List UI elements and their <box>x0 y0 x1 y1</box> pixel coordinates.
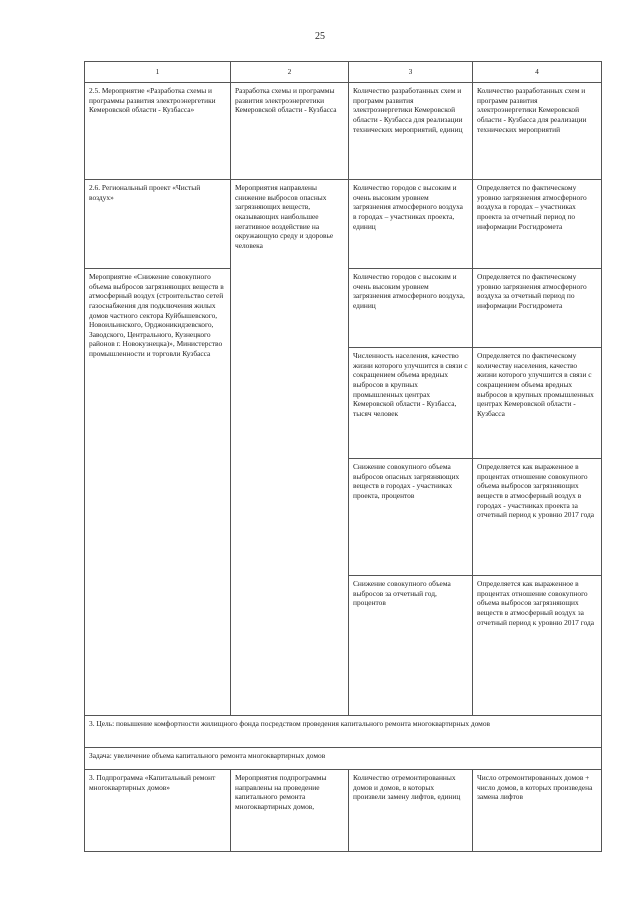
cell-indicator: Количество разработанных схем и программ развития электроэнергетики Кемеровской области - Кузбасса для реализации технических мероприятий, единиц <box>349 83 473 180</box>
table-row <box>85 180 602 269</box>
cell-indicator: Снижение совокупного объема выбросов опасных загрязняющих веществ в городах - участниках проекта, процентов <box>349 459 473 576</box>
column-header-3: 3 <box>349 62 473 83</box>
table-row <box>85 83 602 180</box>
column-header-4: 4 <box>473 62 602 83</box>
cell-activity: 2.6. Региональный проект «Чистый воздух» <box>85 180 231 269</box>
cell-activity: 2.5. Мероприятие «Разработка схемы и программы развития электроэнергетики Кемеровской области - Кузбасса» <box>85 83 231 180</box>
cell-activity: 3. Подпрограмма «Капитальный ремонт многоквартирных домов» <box>85 770 231 852</box>
cell-indicator: Снижение совокупного объема выбросов за отчетный год, процентов <box>349 576 473 716</box>
task-cell: Задача: увеличение объема капитального ремонта многоквартирных домов <box>85 748 602 770</box>
column-header-1: 1 <box>85 62 231 83</box>
task-row <box>85 748 602 770</box>
table-row <box>85 770 602 852</box>
cell-method: Число отремонтированных домов + число домов, в которых произведена замена лифтов <box>473 770 602 852</box>
cell-method: Определяется как выраженное в процентах отношение совокупного объема выбросов загрязняющих веществ в атмосферный воздух за отчетный период к уровню 2017 года <box>473 576 602 716</box>
cell-method: Определяется по фактическому уровню загрязнения атмосферного воздуха за отчетный период по информации Росгидромета <box>473 269 602 348</box>
goal-row <box>85 716 602 748</box>
cell-method: Определяется по фактическому количеству населения, качество жизни которого улучшится в связи с сокращением объема вредных выбросов в крупных промышленных центрах Кемеровской области - Кузбасса <box>473 348 602 459</box>
cell-description: Мероприятия направлены снижение выбросов опасных загрязняющих веществ, оказывающих наибольшее негативное воздействие на окружающую среду и здоровье человека <box>231 180 349 716</box>
page-number: 25 <box>315 31 325 42</box>
cell-method: Количество разработанных схем и программ развития электроэнергетики Кемеровской области - Кузбасса для реализации технических мероприятий <box>473 83 602 180</box>
cell-description: Разработка схемы и программы развития электроэнергетики Кемеровской области - Кузбасса <box>231 83 349 180</box>
indicators-table <box>84 61 602 852</box>
goal-cell: 3. Цель: повышение комфортности жилищного фонда посредством проведения капитального ремонта многоквартирных домов <box>85 716 602 748</box>
cell-indicator: Количество городов с высоким и очень высоким уровнем загрязнения атмосферного воздуха в городах – участниках проекта, единиц <box>349 180 473 269</box>
cell-method: Определяется по фактическому уровню загрязнения атмосферного воздуха в городах – участниках проекта за отчетный период по информации Росгидромета <box>473 180 602 269</box>
cell-method: Определяется как выраженное в процентах отношение совокупного объема выбросов загрязняющих веществ в атмосферный воздух в городах - участниках проекта за отчетный период к уровню 2017 года <box>473 459 602 576</box>
cell-indicator: Количество отремонтированных домов и домов, в которых произвели замену лифтов, единиц <box>349 770 473 852</box>
cell-activity: Мероприятие «Снижение совокупного объема выбросов загрязняющих веществ в атмосферный воздух (строительство сетей газоснабжения для подключения жилых домов частного сектора Куйбышевского, Новоильинского, Орджоникидзевского, Заводского, Центрального, Кузнецкого районов г. Новокузнецка)», Министерство промышленности и торговли Кузбасса <box>85 269 231 716</box>
cell-description: Мероприятия подпрограммы направлены на проведение капитального ремонта многоквартирных домов, <box>231 770 349 852</box>
column-header-2: 2 <box>231 62 349 83</box>
cell-indicator: Количество городов с высоким и очень высоким уровнем загрязнения атмосферного воздуха, единиц <box>349 269 473 348</box>
cell-indicator: Численность населения, качество жизни которого улучшится в связи с сокращением объема вредных выбросов в крупных промышленных центрах Кемеровской области - Кузбасса, тысяч человек <box>349 348 473 459</box>
header-row <box>85 62 602 83</box>
